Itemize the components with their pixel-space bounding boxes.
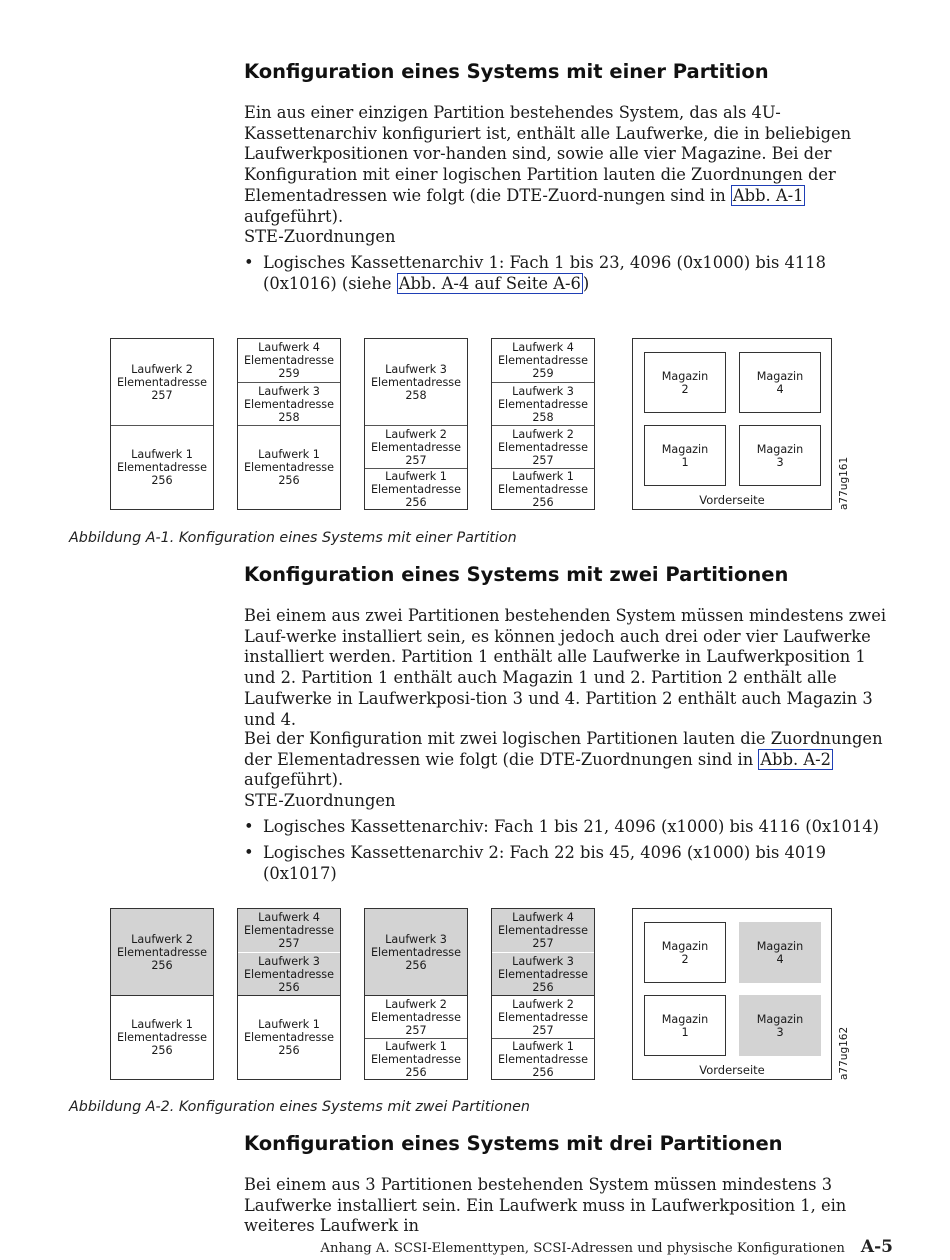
figure-caption-a2: Abbildung A-2. Konfiguration eines Systems mit zwei Partitionen	[69, 1099, 530, 1115]
drive-slot: Laufwerk 4 Elementadresse 257	[238, 909, 340, 952]
bullet-icon: •	[244, 843, 254, 862]
bullet-text: Logisches Kassettenarchiv 2: Fach 22 bis 45, 4096 (x1000) bis 4019 (0x1017)	[263, 843, 826, 883]
drive-slot: Laufwerk 3 Elementadresse 256	[492, 952, 594, 995]
drive-slot: Laufwerk 2 Elementadresse 257	[365, 995, 467, 1038]
figure-code: a77ug162	[838, 1026, 850, 1080]
page-number: A-5	[860, 1237, 893, 1257]
magazine-3: Magazin 3	[739, 425, 821, 486]
drive-slot: Laufwerk 3 Elementadresse 258	[238, 382, 340, 425]
ste-heading: STE-Zuordnungen	[244, 227, 396, 246]
drive-slot: Laufwerk 1 Elementadresse 256	[492, 468, 594, 509]
drive-slot: Laufwerk 1 Elementadresse 256	[111, 995, 213, 1079]
section-title-three-partitions: Konfiguration eines Systems mit drei Partitionen	[244, 1132, 783, 1155]
paragraph-text: aufgeführt).	[244, 206, 344, 226]
page-footer	[320, 1237, 893, 1257]
bullet-icon: •	[244, 817, 254, 836]
drive-slot: Laufwerk 3 Elementadresse 256	[238, 952, 340, 995]
magazine-3: Magazin 3	[739, 995, 821, 1056]
magazine-4: Magazin 4	[739, 352, 821, 413]
figure-a1	[0, 338, 950, 518]
drive-slot: Laufwerk 3 Elementadresse 258	[370, 362, 462, 402]
ste-heading: STE-Zuordnungen	[244, 791, 396, 810]
figure-caption-a1: Abbildung A-1. Konfiguration eines Systems mit einer Partition	[69, 530, 517, 546]
drive-column-1	[110, 908, 214, 1080]
magazine-1: Magazin 1	[644, 995, 726, 1056]
bullet-item	[244, 843, 892, 884]
link-abb-a1[interactable]: Abb. A-1	[732, 185, 804, 205]
bullet-text: )	[582, 273, 590, 293]
drive-slot: Laufwerk 1 Elementadresse 256	[492, 1038, 594, 1079]
drive-column-2	[237, 338, 341, 510]
link-abb-a2[interactable]: Abb. A-2	[760, 749, 831, 769]
drive-slot: Laufwerk 2 Elementadresse 257	[492, 425, 594, 468]
drive-slot: Laufwerk 1 Elementadresse 256	[111, 425, 213, 509]
drive-slot: Laufwerk 2 Elementadresse 257	[365, 425, 467, 468]
drive-column-4	[491, 908, 595, 1080]
drive-column-1	[110, 338, 214, 510]
footer-text: Anhang A. SCSI-Elementtypen, SCSI-Adressen und physische Konfigurationen	[320, 1241, 845, 1256]
drive-slot: Laufwerk 1 Elementadresse 256	[238, 425, 340, 509]
drive-column-2	[237, 908, 341, 1080]
magazine-1: Magazin 1	[644, 425, 726, 486]
bullet-icon: •	[244, 253, 254, 272]
drive-slot: Laufwerk 3 Elementadresse 258	[492, 382, 594, 425]
drive-column-4	[491, 338, 595, 510]
bullet-item	[244, 253, 892, 294]
magazine-2: Magazin 2	[644, 922, 726, 983]
drive-column-3	[364, 338, 468, 510]
front-label: Vorderseite	[699, 493, 765, 507]
drive-slot: Laufwerk 1 Elementadresse 256	[365, 1038, 467, 1079]
drive-column-3	[364, 908, 468, 1080]
drive-slot: Laufwerk 1 Elementadresse 256	[365, 468, 467, 509]
paragraph-text: aufgeführt).	[244, 770, 344, 790]
drive-slot: Laufwerk 4 Elementadresse 259	[243, 341, 335, 380]
bullet-item	[244, 817, 892, 838]
figure-a2	[0, 908, 950, 1088]
drive-slot: Laufwerk 1 Elementadresse 256	[238, 995, 340, 1079]
paragraph-text: Bei der Konfiguration mit zwei logischen Partitionen lauten die Zuordnungen der Elementadressen wie folgt (die DTE-Zuordnungen sind in	[244, 729, 883, 769]
magazine-frame	[632, 908, 832, 1080]
drive-slot: Laufwerk 2 Elementadresse 257	[116, 362, 208, 402]
drive-slot: Laufwerk 3 Elementadresse 256	[365, 909, 467, 995]
magazine-frame	[632, 338, 832, 510]
figure-code: a77ug161	[838, 456, 850, 510]
front-label: Vorderseite	[699, 1063, 765, 1077]
bullet-text: Logisches Kassettenarchiv 1: Fach 1 bis 23, 4096 (0x1000) bis 4118 (0x1016) (siehe	[263, 253, 826, 293]
drive-slot: Laufwerk 2 Elementadresse 256	[111, 909, 213, 995]
magazine-2: Magazin 2	[644, 352, 726, 413]
paragraph-two-partitions: Bei einem aus zwei Partitionen bestehenden System müssen mindestens zwei Lauf-werke installiert sein, es können jedoch auch drei oder vier Laufwerke installiert werden. Partition 1 enthält alle Laufwerke in Laufwerkposition 1 und 2. Partition 1 enthält auch Magazin 1 und 2. Partition 2 enthält alle Laufwerke in Laufwerkposi-tion 3 und 4. Partition 2 enthält auch Magazin 3 und 4.	[244, 606, 887, 729]
section-title-one-partition: Konfiguration eines Systems mit einer Partition	[244, 60, 769, 83]
drive-slot: Laufwerk 4 Elementadresse 257	[492, 909, 594, 952]
drive-slot: Laufwerk 4 Elementadresse 259	[497, 341, 589, 380]
paragraph-one-partition	[244, 103, 892, 227]
magazine-4: Magazin 4	[739, 922, 821, 983]
paragraph-two-partitions-mapping	[244, 729, 892, 791]
paragraph-text: Ein aus einer einzigen Partition bestehendes System, das als 4U-Kassettenarchiv konfiguriert ist, enthält alle Laufwerke, die in beliebigen Laufwerkpositionen vor-handen sind, sowie alle vier Magazine. Bei der Konfiguration mit einer logischen Partition lauten die Zuordnungen der Elementadressen wie folgt (die DTE-Zuord-nungen sind in	[244, 103, 852, 205]
link-abb-a4[interactable]: Abb. A-4 auf Seite A-6	[398, 273, 581, 293]
paragraph-three-partitions: Bei einem aus 3 Partitionen bestehenden System müssen mindestens 3 Laufwerke installiert sein. Ein Laufwerk muss in Laufwerkposition 1, ein weiteres Laufwerk in	[244, 1175, 847, 1236]
section-title-two-partitions: Konfiguration eines Systems mit zwei Partitionen	[244, 563, 789, 586]
drive-slot: Laufwerk 2 Elementadresse 257	[492, 995, 594, 1038]
bullet-text: Logisches Kassettenarchiv: Fach 1 bis 21, 4096 (x1000) bis 4116 (0x1014)	[263, 817, 879, 836]
